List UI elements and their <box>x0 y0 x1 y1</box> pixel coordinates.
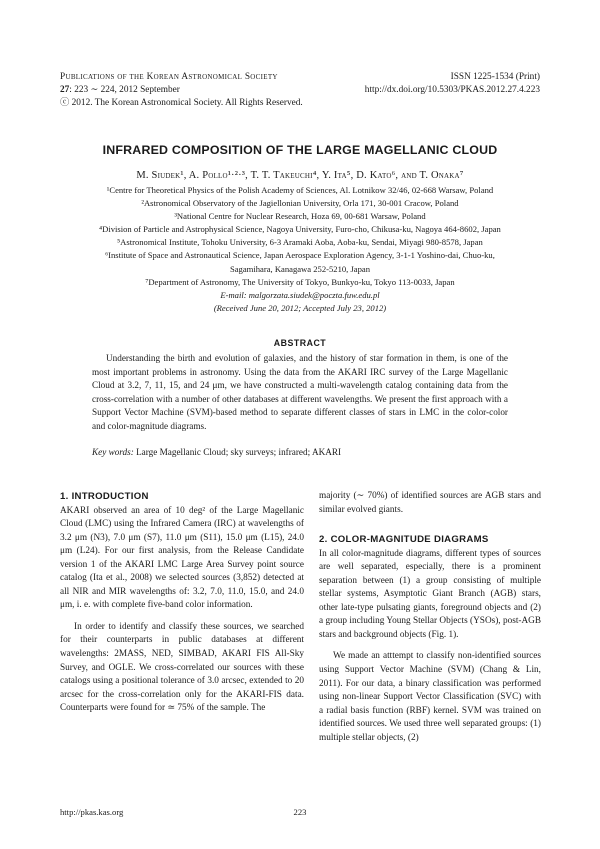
affiliation: Sagamihara, Kanagawa 252-5210, Japan <box>229 263 371 274</box>
abstract-heading: ABSTRACT <box>273 338 327 348</box>
left-column <box>60 490 304 716</box>
keywords-label: Key words: <box>92 447 134 457</box>
affiliation: ³National Centre for Nuclear Research, Hoza 69, 00-681 Warsaw, Poland <box>174 211 426 222</box>
section-heading-introduction: 1. INTRODUCTION <box>60 491 149 502</box>
affiliation: ²Astronomical Observatory of the Jagiellonian University, Orla 171, 30-001 Cracow, Poland <box>141 198 459 209</box>
right-column <box>319 490 541 745</box>
journal-name: Publications of the Korean Astronomical Society <box>60 72 278 82</box>
email[interactable]: E-mail: malgorzata.siudek@poczta.fuw.edu.pl <box>220 289 380 300</box>
paper-title: INFRARED COMPOSITION OF THE LARGE MAGELLANIC CLOUD <box>102 143 498 157</box>
received-dates: (Received June 20, 2012; Accepted July 23, 2012) <box>213 302 387 313</box>
paragraph: AKARI observed an area of 10 deg² of the Large Magellanic Cloud (LMC) using the Infrared Camera (IRC) at wavelengths of 3.2 μm (N3), 7.0 μm (S7), 11.0 μm (S11), 15.0 μm (L15), 24.0 μm (L24). For our first analysis, from the Release Candidate version 1 of the AKARI LMC Large Area Survey point source catalog (Ita et al., 2008) we selected sources (3,852) detected at all NIR and MIR wavelengths of: 3.2, 7.0, 11.0, 15.0, and 24.0 μm, i. e. with complete five-band color information. <box>60 505 304 611</box>
paragraph: In order to identify and classify these sources, we searched for their counterparts in public databases at different wavelengths: 2MASS, NED, SIMBAD, AKARI FIS All-Sky Survey, and OGLE. We cross-correlated our sources with these catalogs using a positional tolerance of 3.0 arcsec, extended to 20 arcsec for the cross-correlation only for the AKARI-FIS data. Counterparts were found for ≃ 75% of the sample. The <box>60 621 304 714</box>
paragraph: We made an atttempt to classify non-identified sources using Support Vector Machine (SVM) (Chang & Lin, 2011). For our data, a binary classification was performed using non-linear Support Vector Classification (SVC) with a radial basis function (RBF) kernel. SVM was trained on identified sources. We used three well separated groups: (1) multiple stellar objects, (2) <box>319 651 541 743</box>
doi-link[interactable]: http://dx.doi.org/10.5303/PKAS.2012.27.4.223 <box>364 85 540 95</box>
keywords <box>92 447 522 457</box>
affiliation: ⁶Institute of Space and Astronautical Science, Japan Aerospace Exploration Agency, 3-1-1 Yoshino-dai, Chuo-ku, <box>105 250 495 261</box>
pages-date: : 223 ∼ 224, 2012 September <box>69 85 180 95</box>
paragraph: In all color-magnitude diagrams, different types of sources are well separated, especially, there is a prominent separation between (1) a group consisting of multiple stellar systems, Asymptotic Giant Branch (AGB) stars, other late-type pulsating giants, foreground objects and (2) a group including Young Stellar Objects (YSOs), post-AGB stars and background objects (Fig. 1). <box>319 548 541 640</box>
issn: ISSN 1225-1534 (Print) <box>450 72 540 82</box>
abstract-text: Understanding the birth and evolution of galaxies, and the history of star formation in them, is one of the most important problems in astronomy. Using the data from the AKARI IRC survey of the Large Magellanic Cloud at 3.2, 7, 11, 15, and 24 μm, we have constructed a multi-wavelength catalog containing data from the cross-correlation with a number of other databases at different wavelengths. We present the first approach with a Support Vector Machine (SVM)-based method to separate different classes of stars in LMC in the color-color and color-magnitude diagrams. <box>92 353 508 431</box>
issn-block <box>365 71 540 97</box>
journal-header <box>60 71 303 110</box>
volume-line <box>60 84 303 97</box>
affiliation: ⁴Division of Particle and Astrophysical Science, Nagoya University, Furo-cho, Chikusa-ku, Nagoya 464-8602, Japan <box>99 224 501 235</box>
section-heading-color-magnitude: 2. COLOR-MAGNITUDE DIAGRAMS <box>319 534 489 546</box>
affiliations <box>40 184 560 315</box>
footer-url[interactable]: http://pkas.kas.org <box>60 807 124 817</box>
paragraph: majority (∼ 70%) of identified sources are AGB stars and similar evolved giants. <box>319 491 541 515</box>
author-list: M. Siudek¹, A. Pollo¹·²·³, T. T. Takeuchi⁴, Y. Ita⁵, D. Kato⁶, and T. Onaka⁷ <box>136 170 464 181</box>
volume-number: 27 <box>60 85 70 95</box>
page-number: 223 <box>293 807 307 817</box>
copyright: ⓒ 2012. The Korean Astronomical Society. All Rights Reserved. <box>60 98 303 108</box>
affiliation: ⁷Department of Astronomy, The University of Tokyo, Bunkyo-ku, Tokyo 113-0033, Japan <box>145 276 455 287</box>
keywords-list: Large Magellanic Cloud; sky surveys; infrared; AKARI <box>133 447 342 457</box>
affiliation: ¹Centre for Theoretical Physics of the Polish Academy of Sciences, Al. Lotnikow 32/46, 02-668 Warsaw, Poland <box>106 185 494 195</box>
affiliation: ⁵Astronomical Institute, Tohoku University, 6-3 Aramaki Aoba, Aoba-ku, Sendai, Miyagi 980-8578, Japan <box>117 237 483 248</box>
